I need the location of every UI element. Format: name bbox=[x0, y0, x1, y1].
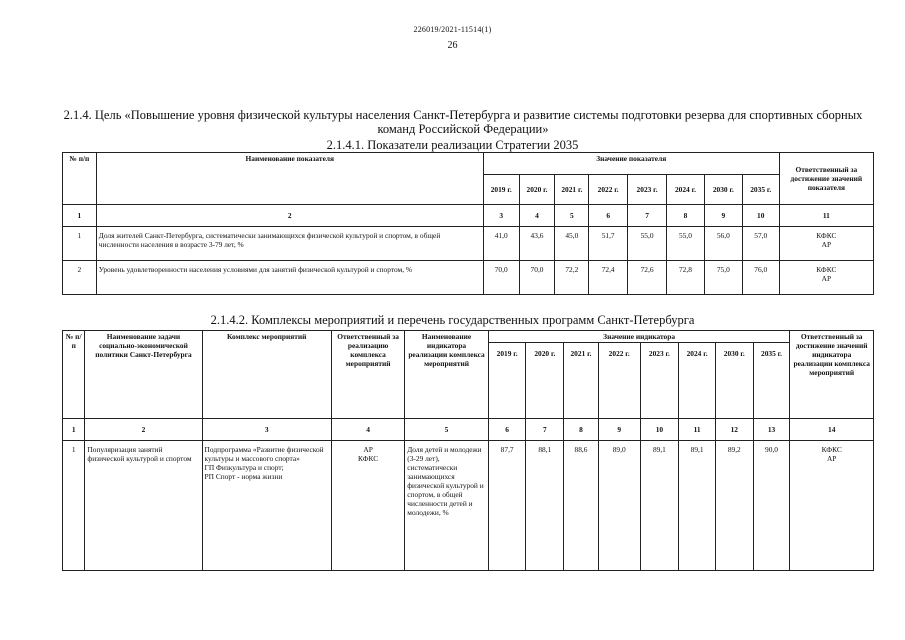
value-cell: 45,0 bbox=[555, 227, 589, 261]
column-index: 14 bbox=[790, 419, 874, 441]
complex-cell: Подпрограмма «Развитие физической культуры и массового спорта» ГП Физкультура и спорт; РП Спорт - норма жизни bbox=[202, 441, 331, 571]
column-index: 3 bbox=[202, 419, 331, 441]
column-index: 11 bbox=[779, 205, 873, 227]
column-index: 6 bbox=[488, 419, 526, 441]
table-row bbox=[63, 441, 874, 571]
header-indicator-values: Значение показателя bbox=[483, 153, 779, 175]
value-cell: 75,0 bbox=[704, 261, 742, 295]
year-header: 2035 г. bbox=[742, 175, 779, 205]
column-index: 6 bbox=[589, 205, 628, 227]
value-cell: 89,2 bbox=[715, 441, 753, 571]
year-header: 2030 г. bbox=[704, 175, 742, 205]
column-index: 5 bbox=[555, 205, 589, 227]
indicator-name: Уровень удовлетворенности населения условиями для занятий физической культурой и спортом, % bbox=[96, 261, 483, 295]
column-index: 7 bbox=[628, 205, 667, 227]
year-header: 2020 г. bbox=[526, 343, 564, 419]
value-cell: 87,7 bbox=[488, 441, 526, 571]
column-index: 8 bbox=[564, 419, 599, 441]
column-index: 10 bbox=[640, 419, 679, 441]
column-index: 11 bbox=[679, 419, 716, 441]
column-index: 9 bbox=[704, 205, 742, 227]
year-header: 2023 г. bbox=[628, 175, 667, 205]
header-indicator-values: Значение индикатора bbox=[488, 331, 790, 343]
year-header: 2021 г. bbox=[555, 175, 589, 205]
column-index: 5 bbox=[405, 419, 489, 441]
year-header: 2035 г. bbox=[753, 343, 790, 419]
header-responsible: Ответственный за достижение значений показателя bbox=[779, 153, 873, 205]
value-cell: 89,0 bbox=[598, 441, 640, 571]
column-index: 12 bbox=[715, 419, 753, 441]
value-cell: 70,0 bbox=[483, 261, 519, 295]
table-row bbox=[63, 261, 874, 295]
column-index: 2 bbox=[85, 419, 202, 441]
column-index: 10 bbox=[742, 205, 779, 227]
value-cell: 72,8 bbox=[667, 261, 705, 295]
year-header: 2021 г. bbox=[564, 343, 599, 419]
subsection-title-programs: 2.1.4.2. Комплексы мероприятий и перечень государственных программ Санкт-Петербурга bbox=[210, 313, 695, 327]
value-cell: 51,7 bbox=[589, 227, 628, 261]
row-number: 1 bbox=[63, 441, 85, 571]
header-num: № п/п bbox=[63, 331, 85, 419]
section-heading: 2.1.4. Цель «Повышение уровня физической культуры населения Санкт-Петербурга и развитие системы подготовки резерва для спортивных сборных команд Российской Федерации» bbox=[63, 108, 863, 136]
value-cell: 88,1 bbox=[526, 441, 564, 571]
value-cell: 89,1 bbox=[679, 441, 716, 571]
year-header: 2022 г. bbox=[598, 343, 640, 419]
column-index: 3 bbox=[483, 205, 519, 227]
column-index: 8 bbox=[667, 205, 705, 227]
header-responsible-implementation: Ответственный за реализацию комплекса мероприятий bbox=[331, 331, 404, 419]
responsible-cell: КФКС АР bbox=[790, 441, 874, 571]
value-cell: 43,6 bbox=[519, 227, 555, 261]
year-header: 2030 г. bbox=[715, 343, 753, 419]
header-num: № п/п bbox=[63, 153, 97, 205]
value-cell: 88,6 bbox=[564, 441, 599, 571]
table-row bbox=[63, 227, 874, 261]
value-cell: 70,0 bbox=[519, 261, 555, 295]
header-indicator: Наименование индикатора реализации комплекса мероприятий bbox=[405, 331, 489, 419]
year-header: 2024 г. bbox=[667, 175, 705, 205]
header-indicator-name: Наименование показателя bbox=[96, 153, 483, 205]
page-number: 26 bbox=[447, 40, 458, 51]
column-index: 1 bbox=[63, 205, 97, 227]
header-complex: Комплекс мероприятий bbox=[202, 331, 331, 419]
value-cell: 72,4 bbox=[589, 261, 628, 295]
year-header: 2022 г. bbox=[589, 175, 628, 205]
responsible-cell: КФКС АР bbox=[779, 261, 873, 295]
column-index: 9 bbox=[598, 419, 640, 441]
value-cell: 56,0 bbox=[704, 227, 742, 261]
column-index: 1 bbox=[63, 419, 85, 441]
header-task: Наименование задачи социально-экономической политики Санкт-Петербурга bbox=[85, 331, 202, 419]
responsible-cell: КФКС АР bbox=[779, 227, 873, 261]
value-cell: 89,1 bbox=[640, 441, 679, 571]
column-index: 4 bbox=[331, 419, 404, 441]
task-cell: Популяризация занятий физической культурой и спортом bbox=[85, 441, 202, 571]
value-cell: 76,0 bbox=[742, 261, 779, 295]
column-index: 2 bbox=[96, 205, 483, 227]
year-header: 2019 г. bbox=[488, 343, 526, 419]
column-index: 7 bbox=[526, 419, 564, 441]
value-cell: 72,6 bbox=[628, 261, 667, 295]
year-header: 2024 г. bbox=[679, 343, 716, 419]
row-number: 2 bbox=[63, 261, 97, 295]
value-cell: 55,0 bbox=[667, 227, 705, 261]
indicators-table bbox=[62, 152, 874, 295]
subsection-title-indicators: 2.1.4.1. Показатели реализации Стратегии 2035 bbox=[326, 138, 579, 152]
value-cell: 57,0 bbox=[742, 227, 779, 261]
row-number: 1 bbox=[63, 227, 97, 261]
value-cell: 41,0 bbox=[483, 227, 519, 261]
value-cell: 90,0 bbox=[753, 441, 790, 571]
value-cell: 55,0 bbox=[628, 227, 667, 261]
header-responsible: Ответственный за достижение значений индикатора реализации комплекса мероприятий bbox=[790, 331, 874, 419]
programs-table bbox=[62, 330, 874, 571]
year-header: 2023 г. bbox=[640, 343, 679, 419]
column-index: 13 bbox=[753, 419, 790, 441]
year-header: 2019 г. bbox=[483, 175, 519, 205]
year-header: 2020 г. bbox=[519, 175, 555, 205]
indicator-name: Доля жителей Санкт-Петербурга, систематически занимающихся физической культурой и спортом, в общей численности населения в возрасте 3-79 лет, % bbox=[96, 227, 483, 261]
value-cell: 72,2 bbox=[555, 261, 589, 295]
responsible-implementation-cell: АР КФКС bbox=[331, 441, 404, 571]
indicator-cell: Доля детей и молодежи (3-29 лет), систематически занимающихся физической культурой и спортом, в общей численности детей и молодежи, % bbox=[405, 441, 489, 571]
column-index: 4 bbox=[519, 205, 555, 227]
document-number: 226019/2021-11514(1) bbox=[413, 25, 492, 34]
